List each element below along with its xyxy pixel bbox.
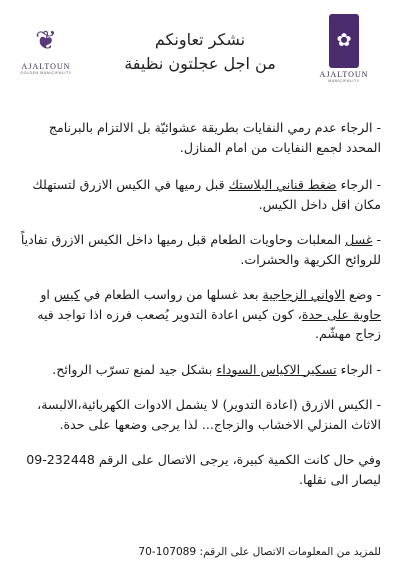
- instruction-item: [18, 230, 381, 269]
- emphasized-text: تسكير الاكياس السوداء: [216, 361, 337, 377]
- page-header: [95, 28, 305, 76]
- emphasized-text: ضغط قناني البلاستك: [228, 177, 337, 192]
- header-line-1: نشكر تعاونكم: [154, 30, 246, 49]
- instruction-text: - الرجاء عدم رمي النفايات بطريقة عشوائيّة بل الالتزام بالبرنامج المحدد لجمع النفايات من امام المنازل.: [48, 120, 381, 155]
- instructions-list: [18, 118, 381, 505]
- instruction-item: [18, 395, 381, 434]
- instruction-text: -: [372, 232, 381, 247]
- instruction-item: [18, 175, 381, 214]
- emphasized-text: حاوية على حدة: [301, 306, 381, 322]
- logo-left-name: AJALTOUN: [21, 62, 71, 71]
- instruction-text: ، كون كيس اعادة التدوير يُصعب فرزه اذا تواجد فيه زجاج مهشّم.: [37, 306, 381, 341]
- instruction-text: المعلبات وحاويات الطعام قبل رميها داخل الكيس الازرق تفادياً للروائح الكريهة والحشرات.: [20, 232, 381, 267]
- ajaltoun-calligraphy-icon: ❦: [35, 26, 57, 56]
- instruction-text: بعد غسلها من رواسب الطعام في: [79, 287, 263, 302]
- instruction-text: - وضع: [344, 287, 381, 302]
- instruction-text: - الرجاء: [336, 361, 381, 377]
- emphasized-text: الاواني الزجاجية: [262, 287, 345, 302]
- ajaltoun-golden-logo: [14, 22, 78, 84]
- instruction-text: قبل رميها في الكيس الازرق لتستهلك مكان اقل داخل الكيس.: [32, 177, 381, 212]
- emphasized-text: كيس: [53, 287, 80, 302]
- instruction-item: [18, 285, 381, 344]
- header-line-2: من اجل عجلتون نظيفة: [124, 54, 276, 73]
- logo-right-sub: MUNICIPALITY: [328, 79, 360, 83]
- instruction-text: وفي حال كانت الكمية كبيرة، يرجى الاتصال على الرقم 232448-09 ليصار الى نقلها.: [26, 452, 381, 487]
- ajaltoun-municipality-logo: [315, 14, 373, 100]
- instruction-item: [18, 360, 381, 380]
- logo-right-name: AJALTOUN: [319, 70, 369, 79]
- instruction-text: - الرجاء: [336, 177, 381, 192]
- emphasized-text: غسل: [345, 232, 373, 247]
- instruction-text: بشكل جيد لمنع تسرّب الروائح.: [52, 361, 217, 377]
- instruction-item: [18, 450, 381, 489]
- instruction-text: - الكيس الازرق (اعادة التدوير) لا يشمل الادوات الكهربائية،الالبسة، الاثاث المنزلي الاخشاب والزجاج... لذا يرجى وضعها على حدة.: [37, 397, 381, 432]
- logo-left-sub: GOLDEN MUNICIPALITY: [20, 71, 72, 75]
- ajaltoun-emblem-icon: ✿: [329, 14, 359, 68]
- contact-footer: للمزيد من المعلومات الاتصال على الرقم: 107089-70: [138, 546, 381, 558]
- instruction-item: [18, 118, 381, 157]
- instruction-text: او: [40, 287, 54, 302]
